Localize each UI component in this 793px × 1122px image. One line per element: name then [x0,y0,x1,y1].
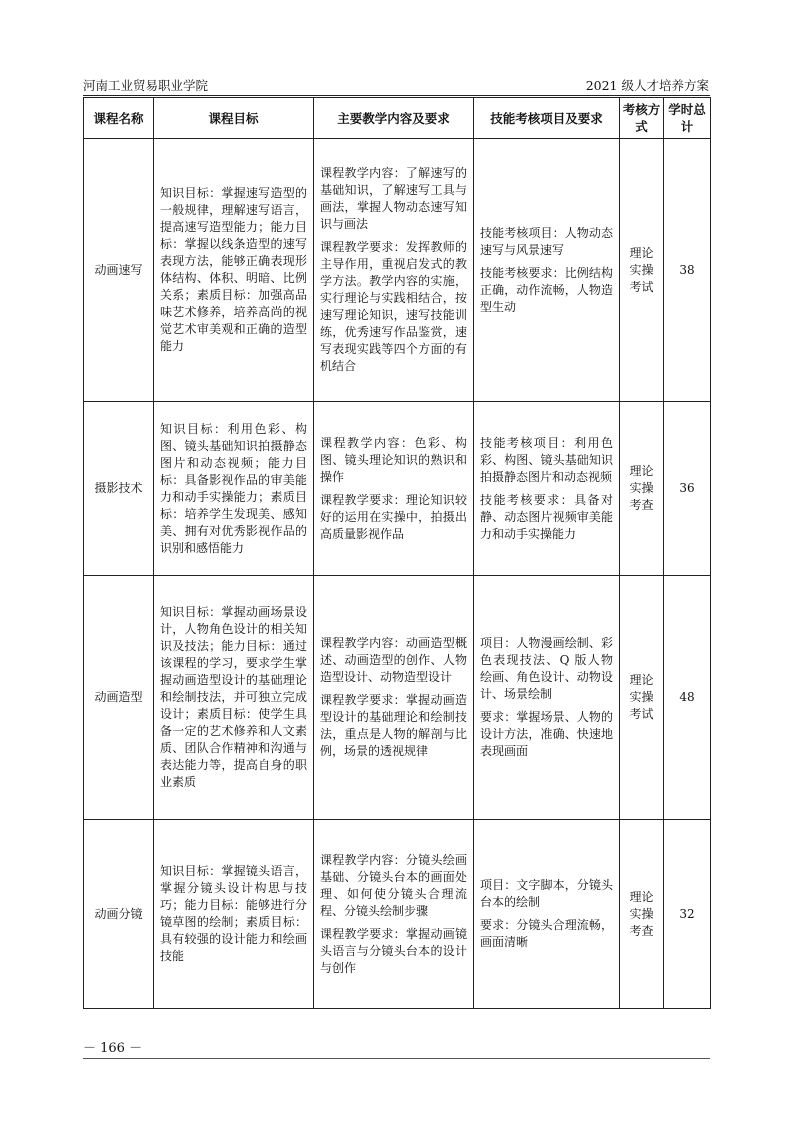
table-row [84,139,711,402]
teaching-content [314,820,474,1009]
course-goal: 知识目标：掌握速写造型的一般规律，理解速写语言，提高速写造型能力；能力目标：掌握以线条造型的速写表现方法，能够正确表现形体结构、体积、明暗、比例关系；素质目标：加强高品味艺术修养，培养高尚的视觉艺术审美观和正确的造型能力 [154,139,314,402]
teaching-content [314,139,474,402]
method-line: 考试 [629,707,654,721]
skill-assessment [474,402,620,576]
skill-requirement-paragraph: 技能考核要求：比例结构正确，动作流畅，人物造型生动 [480,265,613,314]
table-row [84,576,711,820]
col-header-assessment-method: 考核方式 [620,98,664,139]
skill-requirement-paragraph: 要求：分镜头合理流畅，画面清晰 [480,918,613,949]
skill-item-paragraph: 技能考核项目：利用色彩、构图、镜头基础知识拍摄静态图片和动态视频 [480,435,613,484]
method-line: 实操 [629,690,654,704]
skill-assessment [474,820,620,1009]
method-line: 理论 [629,464,654,478]
total-hours: 32 [664,820,711,1009]
table-row [84,402,711,576]
total-hours: 38 [664,139,711,402]
col-header-course-name: 课程名称 [84,98,154,139]
requirement-paragraph: 课程教学要求：掌握动画造型设计的基础理论和绘制技法，重点是人物的解剖与比例，场景的透视规律 [320,693,467,758]
method-line: 理论 [629,889,654,904]
header-plan-title: 2021 级人才培养方案 [585,78,709,93]
method-line: 实操 [629,262,654,277]
skill-assessment [474,139,620,402]
footer-divider [83,1058,710,1059]
method-line: 实操 [629,906,654,921]
course-name: 动画速写 [84,139,154,402]
requirement-paragraph: 课程教学要求：发挥教师的主导作用，重视启发式的教学方法。教学内容的实施，实行理论与实践相结合，按速写理论知识，速写技能训练，优秀速写作品鉴赏，速写表现实践等四个方面的有机结合 [320,240,467,373]
skill-item-paragraph: 技能考核项目：人物动态速写与风景速写 [480,225,613,257]
content-paragraph: 课程教学内容：动画造型概述、动画造型的创作、人物造型设计、动物造型设计 [320,636,467,684]
course-goal: 知识目标：掌握镜头语言，掌握分镜头设计构思与技巧；能力目标：能够进行分镜草图的绘制；素质目标：具有较强的设计能力和绘画技能 [154,820,314,1009]
col-header-teaching-content: 主要教学内容及要求 [314,98,474,139]
skill-requirement-paragraph: 要求：掌握场景、人物的设计方法，准确、快速地表现画面 [480,710,613,758]
table-header-row [84,98,711,139]
content-paragraph: 课程教学内容：了解速写的基础知识，了解速写工具与画法，掌握人物动态速写知识与画法 [320,166,467,231]
teaching-content [314,576,474,820]
course-table [83,97,711,1009]
skill-item-paragraph: 项目：人物漫画绘制、彩色表现技法、Q 版人物绘画、角色设计、动物设计、场景绘制 [480,636,613,701]
course-goal: 知识目标：利用色彩、构图、镜头基础知识拍摄静态图片和动态视频；能力目标：具备影视作品的审美能力和动手实操能力；素质目标：培养学生发现美、感知美、拥有对优秀影视作品的识别和感悟能力 [154,402,314,576]
col-header-total-hours: 学时总计 [664,98,711,139]
assessment-method [620,576,664,820]
assessment-method [620,820,664,1009]
method-line: 理论 [629,673,654,687]
assessment-method [620,139,664,402]
method-line: 考查 [629,498,654,512]
requirement-paragraph: 课程教学要求：掌握动画镜头语言与分镜头台本的设计与创作 [320,926,467,975]
header-school-name: 河南工业贸易职业学院 [83,78,209,93]
skill-item-paragraph: 项目：文字脚本，分镜头台本的绘制 [480,878,613,909]
course-name: 动画分镜 [84,820,154,1009]
method-line: 考试 [629,279,654,294]
requirement-paragraph: 课程教学要求：理论知识较好的运用在实操中，拍摄出高质量影视作品 [320,492,467,541]
page-number: － 166 － [83,1041,143,1056]
content-paragraph: 课程教学内容：分镜头绘画基础、分镜头台本的画面处理、如何使分镜头合理流程、分镜头绘制步骤 [320,852,467,918]
table-row [84,820,711,1009]
method-line: 实操 [629,481,654,495]
skill-requirement-paragraph: 技能考核要求：具备对静、动态图片视频审美能力和动手实操能力 [480,492,613,541]
skill-assessment [474,576,620,820]
teaching-content [314,402,474,576]
content-paragraph: 课程教学内容：色彩、构图、镜头理论知识的熟识和操作 [320,435,467,484]
col-header-course-goal: 课程目标 [154,98,314,139]
total-hours: 36 [664,402,711,576]
course-goal: 知识目标：掌握动画场景设计，人物角色设计的相关知识及技法；能力目标：通过该课程的学习，要求学生掌握动画造型设计的基础理论和绘制技法，并可独立完成设计；素质目标：使学生具备一定的艺术修养和人文素质、团队合作精神和沟通与表达能力等，提高自身的职业素质 [154,576,314,820]
course-name: 摄影技术 [84,402,154,576]
method-line: 考查 [629,923,654,938]
method-line: 理论 [629,245,654,260]
assessment-method [620,402,664,576]
total-hours: 48 [664,576,711,820]
col-header-skill-assessment: 技能考核项目及要求 [474,98,620,139]
header-divider [83,95,710,96]
course-name: 动画造型 [84,576,154,820]
